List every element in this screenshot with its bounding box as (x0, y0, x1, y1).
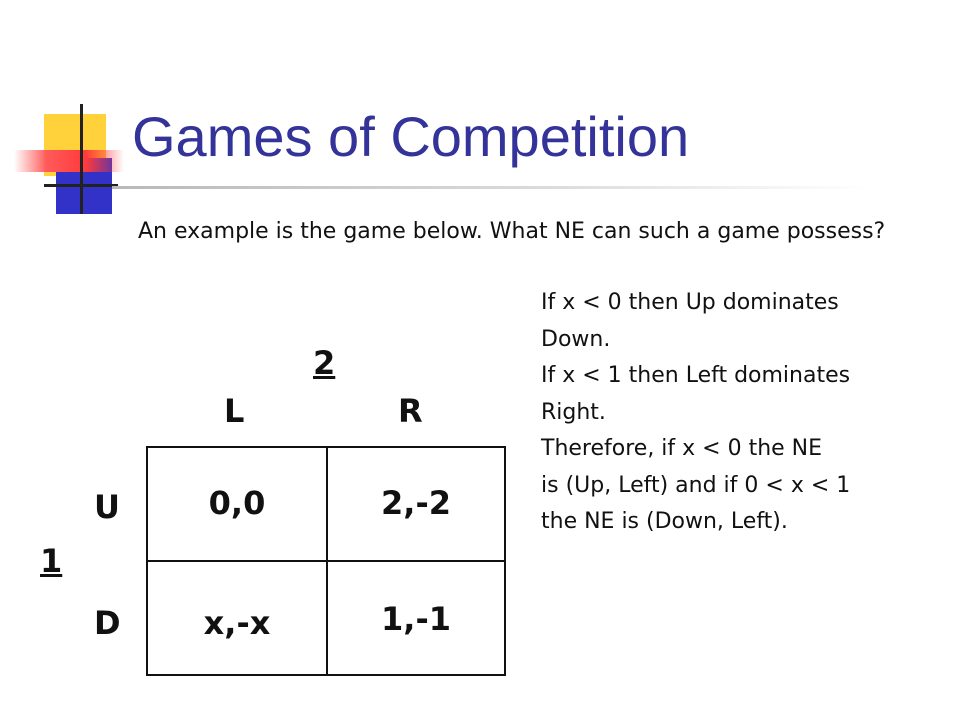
column-label-right: R (398, 392, 423, 430)
logo-vertical-line (80, 104, 83, 214)
column-label-left: L (224, 392, 245, 430)
notes-line: If x < 1 then Left dominates (541, 363, 851, 388)
payoff-cell-down-right: 1,-1 (381, 600, 451, 638)
player-column-label: 2 (313, 344, 336, 382)
payoff-cell-up-right: 2,-2 (381, 484, 451, 522)
payoff-cell-up-left: 0,0 (208, 484, 266, 522)
notes-line: the NE is (Down, Left). (541, 509, 788, 534)
payoff-cell-down-left: x,-x (203, 604, 271, 642)
logo-red-bar (14, 150, 124, 172)
notes-text (541, 285, 956, 541)
notes-line: Right. (541, 399, 606, 425)
title-divider (112, 186, 872, 189)
notes-line: If x < 0 then Up dominates (541, 290, 839, 315)
row-label-down: D (94, 604, 121, 642)
intro-text: An example is the game below. What NE can such a game possess? (138, 219, 886, 244)
notes-line: Down. (541, 326, 611, 352)
player-row-label: 1 (40, 542, 63, 580)
logo-horizontal-line (44, 184, 118, 187)
row-label-up: U (94, 488, 120, 526)
slide-title: Games of Competition (132, 105, 690, 168)
matrix-horizontal-divider (146, 560, 506, 562)
notes-line: is (Up, Left) and if 0 < x < 1 (541, 472, 851, 498)
notes-line: Therefore, if x < 0 the NE (541, 436, 823, 461)
